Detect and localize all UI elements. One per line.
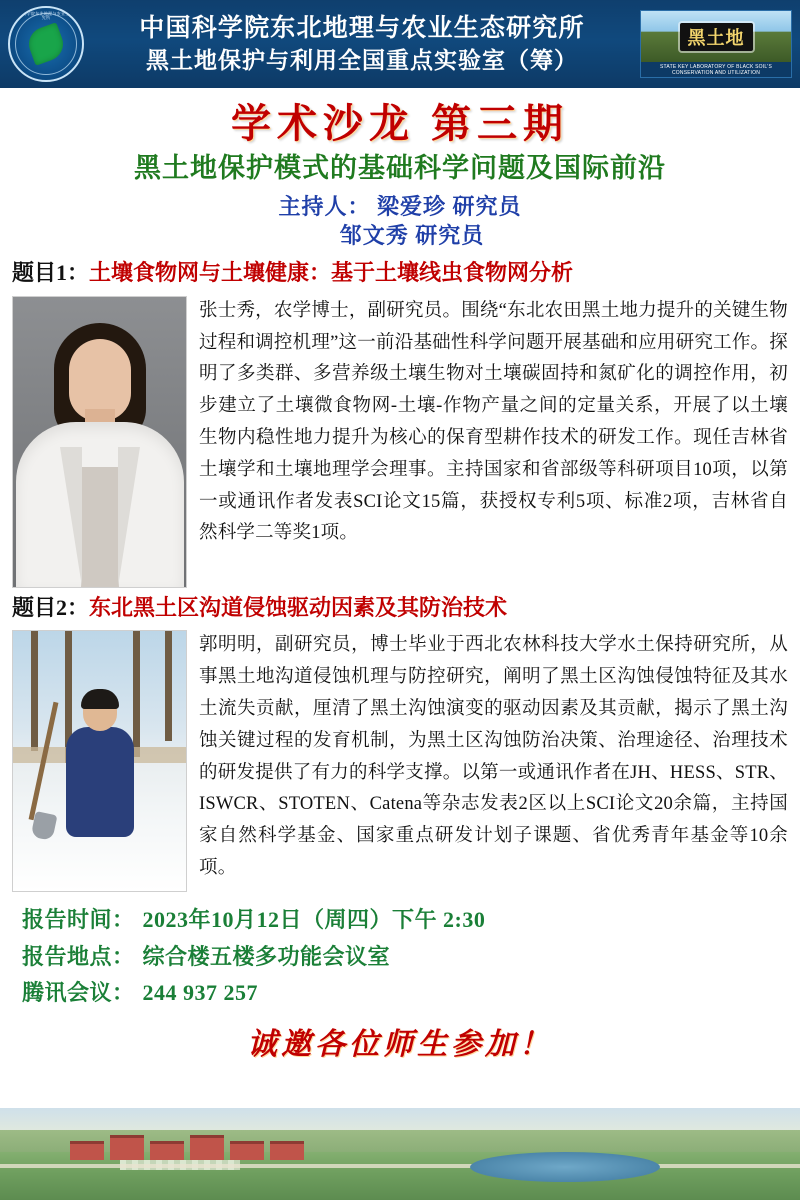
topic-1-description: 张士秀，农学博士，副研究员。围绕“东北农田黑土地力提升的关键生物过程和调控机理”这一前沿基础性科学问题开展基础和应用研究工作。探明了多类群、多营养级土壤生物对土壤碳固持和氮矿化的调控作用，初步建立了土壤微食物网-土壤-作物产量之间的定量关系，开展了以土壤生物内稳性地力提升为核心的保育型耕作技术的研发工作。现任吉林省土壤学和土壤地理学会理事。主持国家和省部级等科研项目10项，以第一或通讯作者发表SCI论文15篇，获授权专利5项、标准2项，吉林省自然科学二等奖1项。 xyxy=(199,300,788,544)
topic-1-body xyxy=(12,296,788,588)
building-icon xyxy=(230,1141,264,1160)
tree-icon xyxy=(165,631,172,741)
speaker-portrait-guo-mingming xyxy=(12,630,187,892)
footer-road xyxy=(0,1164,800,1168)
building-icon xyxy=(190,1135,224,1160)
event-place-value: 综合楼五楼多功能会议室 xyxy=(142,943,391,969)
host-line-2: 邹文秀 研究员 xyxy=(339,223,485,249)
institute-seal-icon xyxy=(8,6,84,82)
lab-logo-image xyxy=(641,11,791,62)
topic-2-label: 题目2： xyxy=(12,594,90,620)
lab-logo-badge: 黑土地 xyxy=(680,23,753,51)
institute-name: 中国科学院东北地理与农业生态研究所 xyxy=(139,14,585,42)
topic-2-description: 郭明明，副研究员，博士毕业于西北农林科技大学水土保持研究所，从事黑土地沟道侵蚀机理与防控研究，阐明了黑土区沟蚀侵蚀特征及其水土流失贡献，厘清了黑土沟蚀演变的驱动因素及其贡献，揭示了黑土沟蚀关键过程的发育机制，为黑土区沟蚀防治决策、治理途径、治理技术的研发提供了有力的科学支撑。以第一或通讯作者在JH、HESS、STR、ISWCR、STOTEN、Catena等杂志发表2区以上SCI论文20余篇，主持国家自然科学基金、国家重点研发计划子课题、省优秀青年基金等10余项。 xyxy=(199,635,788,878)
title-block xyxy=(0,88,800,253)
topic-1-label: 题目1： xyxy=(12,260,90,286)
event-meeting-id: 244 937 257 xyxy=(142,979,259,1005)
event-time-value: 2023年10月12日（周四）下午 2:30 xyxy=(142,907,486,933)
header-banner xyxy=(0,0,800,88)
portrait-hair xyxy=(81,689,119,709)
seal-text: 中国科学院东北地理与农业生态研究所 xyxy=(13,11,79,21)
event-time-label: 报告时间： xyxy=(22,907,135,933)
event-meeting-label: 腾讯会议： xyxy=(22,979,135,1005)
event-time-row xyxy=(22,902,788,938)
event-place-label: 报告地点： xyxy=(22,943,135,969)
header-titles xyxy=(84,12,640,77)
footer-buildings xyxy=(70,1134,370,1160)
portrait-inner-top xyxy=(81,467,119,587)
tree-icon xyxy=(31,631,38,751)
event-info xyxy=(22,902,788,1011)
host-line-1: 主持人： 梁爱珍 研究员 xyxy=(278,193,522,219)
topic-section-1 xyxy=(12,259,788,588)
host-block xyxy=(0,192,800,251)
invitation-line: 诚邀各位师生参加！ xyxy=(247,1028,553,1062)
portrait-lapel-right xyxy=(118,447,140,587)
lab-logo-caption: STATE KEY LABORATORY OF BLACK SOIL'S CONSERVATION AND UTILIZATION xyxy=(641,62,791,77)
lab-logo xyxy=(640,10,792,78)
building-icon xyxy=(70,1141,104,1160)
topic-2-title: 东北黑土区沟道侵蚀驱动因素及其防治技术 xyxy=(89,594,508,620)
topic-2-body xyxy=(12,630,788,892)
building-icon xyxy=(150,1141,184,1160)
event-place-row xyxy=(22,939,788,975)
event-meeting-row xyxy=(22,975,788,1011)
topic-1-title: 土壤食物网与土壤健康：基于土壤线虫食物网分析 xyxy=(89,260,574,286)
footer-scenery-image xyxy=(0,1108,800,1200)
topic-1-heading xyxy=(12,259,788,288)
footer-pond xyxy=(470,1152,660,1182)
building-icon xyxy=(270,1141,304,1160)
tree-icon xyxy=(133,631,140,757)
topic-section-2 xyxy=(12,594,788,893)
page-subtitle: 黑土地保护模式的基础科学问题及国际前沿 xyxy=(134,153,666,183)
building-icon xyxy=(110,1135,144,1160)
speaker-portrait-zhang-shixiu xyxy=(12,296,187,588)
portrait-lapel-left xyxy=(60,447,82,587)
portrait-jacket xyxy=(66,727,134,837)
topic-2-heading xyxy=(12,594,788,623)
lab-name: 黑土地保护与利用全国重点实验室（筹） xyxy=(146,48,578,74)
page-title: 学术沙龙 第三期 xyxy=(231,101,569,146)
